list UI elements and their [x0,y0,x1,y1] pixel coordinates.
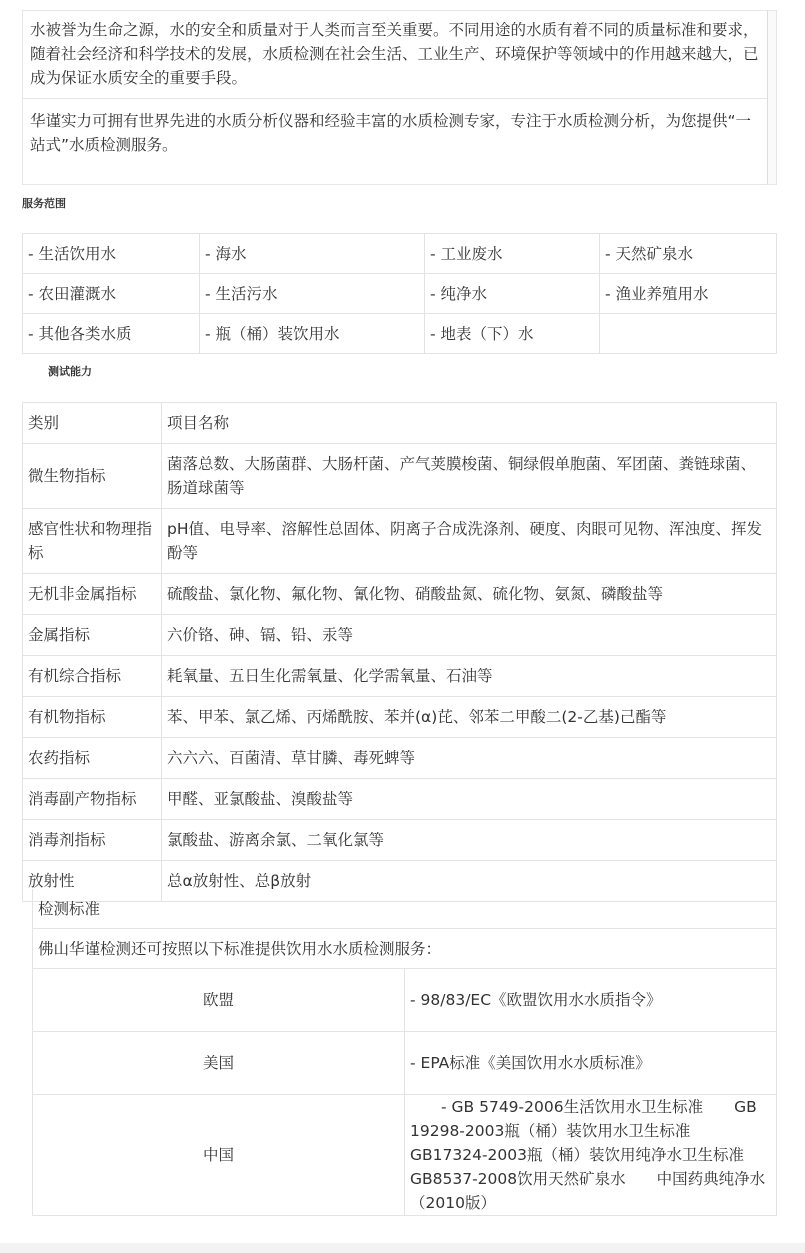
scope-cell: - 农田灌溉水 [23,274,200,314]
table-row [33,889,777,929]
items-cell: 六六六、百菌清、草甘膦、毒死蜱等 [162,738,777,779]
table-row [33,1095,777,1216]
items-cell: 甲醛、亚氯酸盐、溴酸盐等 [162,779,777,820]
table-row [33,1032,777,1095]
table-row [23,779,777,820]
intro-paragraph-2: 华谨实力可拥有世界先进的水质分析仪器和经验丰富的水质检测专家，专注于水质检测分析，为您提供“一站式”水质检测服务。 [23,98,767,165]
standard-text: - EPA标准《美国饮用水水质标准》 [405,1032,777,1095]
category-cell: 有机综合指标 [23,656,162,697]
table-row [23,509,777,574]
service-scope-table [22,233,777,354]
region-us: 美国 [33,1032,405,1095]
items-cell: 硫酸盐、氯化物、氟化物、氰化物、硝酸盐氮、硫化物、氨氮、磷酸盐等 [162,574,777,615]
items-cell: 苯、甲苯、氯乙烯、丙烯酰胺、苯并(α)芘、邻苯二甲酸二(2-乙基)己酯等 [162,697,777,738]
scope-heading: 服务范围 [22,197,66,210]
items-cell: 总α放射性、总β放射 [162,861,777,902]
scope-cell: - 其他各类水质 [23,314,200,354]
table-row [33,929,777,969]
region-cn: 中国 [33,1095,405,1216]
items-cell: 菌落总数、大肠菌群、大肠杆菌、产气荚膜梭菌、铜绿假单胞菌、军团菌、粪链球菌、肠道球菌等 [162,444,777,509]
scope-cell: - 渔业养殖用水 [600,274,777,314]
table-row [23,820,777,861]
table-row [23,615,777,656]
intro-paragraph-1: 水被誉为生命之源，水的安全和质量对于人类而言至关重要。不同用途的水质有着不同的质量标准和要求，随着社会经济和科学技术的发展，水质检测在社会生活、工业生产、环境保护等领域中的作用越来越大，已成为保证水质安全的重要手段。 [30,21,759,87]
table-row [33,969,777,1032]
table-row [23,444,777,509]
category-cell: 金属指标 [23,615,162,656]
scope-cell: - 天然矿泉水 [600,234,777,274]
category-cell: 微生物指标 [23,444,162,509]
table-row [23,314,777,354]
items-cell: pH值、电导率、溶解性总固体、阴离子合成洗涤剂、硬度、肉眼可见物、浑浊度、挥发酚等 [162,509,777,574]
header-item-name: 项目名称 [162,403,777,444]
scope-cell: - 地表（下）水 [425,314,600,354]
intro-scrollbar[interactable] [767,10,777,185]
table-row [23,697,777,738]
table-row [23,274,777,314]
scope-cell: - 生活污水 [200,274,425,314]
scope-cell [600,314,777,354]
test-capability-table [22,402,777,902]
table-row [23,574,777,615]
standards-table [32,889,777,1216]
standard-text: - GB 5749-2006生活饮用水卫生标准 GB 19298-2003瓶（桶）装饮用水卫生标准 GB17324-2003瓶（桶）装饮用纯净水卫生标准 GB8537-2008饮用天然矿泉水 中国药典纯净水（2010版） [405,1095,777,1216]
capability-heading: 测试能力 [48,365,92,378]
items-cell: 耗氧量、五日生化需氧量、化学需氧量、石油等 [162,656,777,697]
items-cell: 氯酸盐、游离余氯、二氧化氯等 [162,820,777,861]
standards-title: 检测标准 [33,889,777,929]
standard-text: - 98/83/EC《欧盟饮用水水质指令》 [405,969,777,1032]
header-category: 类别 [23,403,162,444]
bottom-bar [0,1243,805,1253]
scope-cell: - 纯净水 [425,274,600,314]
category-cell: 感官性状和物理指标 [23,509,162,574]
scope-cell: - 瓶（桶）装饮用水 [200,314,425,354]
table-row [23,234,777,274]
category-cell: 消毒副产物指标 [23,779,162,820]
scope-cell: - 海水 [200,234,425,274]
region-eu: 欧盟 [33,969,405,1032]
intro-box [22,10,767,185]
category-cell: 消毒剂指标 [23,820,162,861]
category-cell: 放射性 [23,861,162,902]
category-cell: 有机物指标 [23,697,162,738]
category-cell: 农药指标 [23,738,162,779]
table-header-row [23,403,777,444]
scope-cell: - 生活饮用水 [23,234,200,274]
category-cell: 无机非金属指标 [23,574,162,615]
table-row [23,738,777,779]
items-cell: 六价铬、砷、镉、铅、汞等 [162,615,777,656]
standards-intro: 佛山华谨检测还可按照以下标准提供饮用水水质检测服务： [33,929,777,969]
scope-cell: - 工业废水 [425,234,600,274]
table-row [23,656,777,697]
